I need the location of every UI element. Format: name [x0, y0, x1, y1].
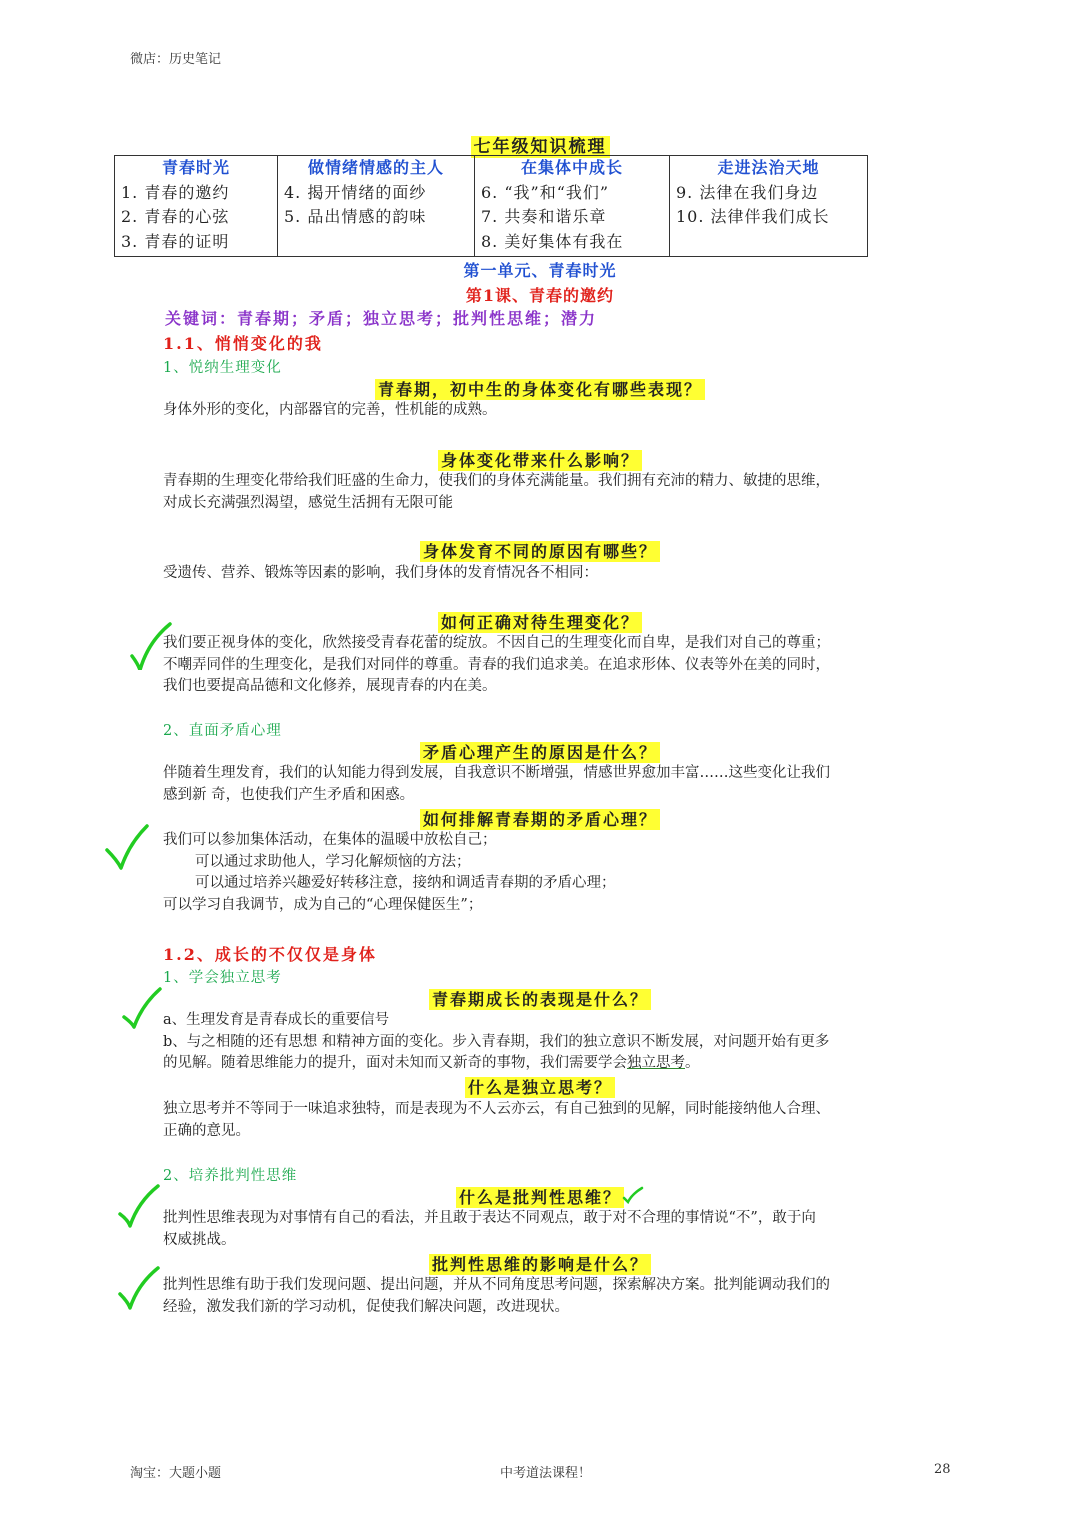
underlined-term: 独立思考 — [627, 1055, 685, 1071]
answer-line: b、与之相随的还有思想 和精神方面的变化。步入青春期，我们的独立意识不断发展，对问题开始有更多 — [163, 1033, 830, 1050]
footer-center: 中考道法课程！ — [500, 1466, 592, 1481]
answer-line: 权威挑战。 — [163, 1231, 236, 1248]
overview-col-3 — [475, 156, 670, 257]
subsection-title: 2、直面矛盾心理 — [163, 723, 282, 739]
check-mark-icon — [116, 1262, 166, 1312]
answer — [163, 763, 923, 806]
answer-line: 可以学习自我调节，成为自己的“心理保健医生”； — [163, 896, 483, 913]
overview-item: 4. 揭开情绪的面纱 — [284, 182, 427, 202]
answer-text: 。 — [685, 1055, 700, 1071]
overview-item: 1. 青春的邀约 — [121, 182, 230, 202]
overview-title-text: 七年级知识梳理 — [471, 136, 610, 158]
answer-line: 不嘲弄同伴的生理变化，是我们对同伴的尊重。青春的我们追求美。在追求形体、仪表等外在美的同时， — [163, 656, 830, 673]
overview-col-2 — [278, 156, 475, 257]
overview-item: 9. 法律在我们身边 — [676, 182, 819, 202]
question-text: 青春期成长的表现是什么？ — [429, 989, 651, 1010]
answer — [163, 471, 923, 514]
answer-line: 批判性思维有助于我们发现问题、提出问题，并从不同角度思考问题，探索解决方案。批判能调动我们的 — [163, 1277, 830, 1293]
answer — [163, 400, 923, 422]
overview-item: 5. 品出情感的韵味 — [284, 207, 427, 226]
answer-line: a、生理发育是青春成长的重要信号 — [163, 1012, 390, 1028]
answer-line: 经验，激发我们新的学习动机，促使我们解决问题，改进现状。 — [163, 1298, 569, 1315]
answer-line: 受遗传、营养、锻炼等因素的影响，我们身体的发育情况各不相同： — [163, 565, 598, 581]
answer-line: 我们要正视身体的变化，欣然接受青春花蕾的绽放。不因自己的生理变化而自卑，是我们对自己的尊重； — [163, 635, 830, 651]
answer-line: 伴随着生理发育，我们的认知能力得到发展，自我意识不断增强，情感世界愈加丰富……这些变化让我们 — [163, 765, 830, 781]
subsection-title: 1、学会独立思考 — [163, 970, 282, 986]
overview-item: 8. 美好集体有我在 — [481, 231, 624, 251]
question-text: 如何正确对待生理变化？ — [438, 612, 642, 633]
answer — [163, 1208, 923, 1251]
answer — [163, 563, 923, 585]
answer-line — [163, 1053, 923, 1075]
subsection-title: 2、培养批判性思维 — [163, 1168, 298, 1184]
subsection-title: 1、悦纳生理变化 — [163, 360, 282, 376]
question-text: 如何排解青春期的矛盾心理？ — [420, 809, 660, 830]
answer-line: 可以通过求助他人，学习化解烦恼的方法； — [195, 853, 471, 870]
overview-title — [0, 132, 1080, 157]
unit-title: 第一单元、青春时光 — [463, 261, 617, 280]
page-number: 28 — [934, 1462, 951, 1477]
section-title: 1.2、成长的不仅仅是身体 — [163, 945, 377, 964]
overview-col-head: 走进法治天地 — [717, 158, 820, 177]
answer-line: 批判性思维表现为对事情有自己的看法，并且敢于表达不同观点，敢于对不合理的事情说“不”，敢于向 — [163, 1210, 816, 1226]
overview-item: 2. 青春的心弦 — [121, 207, 230, 226]
question-text: 身体发育不同的原因有哪些？ — [420, 541, 660, 562]
answer-line: 独立思考并不等同于一味追求独特，而是表现为不人云亦云，有自己独到的见解，同时能接纳他人合理、 — [163, 1101, 830, 1117]
overview-col-head: 做情绪情感的主人 — [307, 158, 444, 177]
question-text: 身体变化带来什么影响？ — [438, 450, 642, 471]
answer-line: 感到新 奇，也使我们产生矛盾和困惑。 — [163, 786, 415, 803]
overview-item: 6. “我”和“我们” — [481, 182, 610, 202]
check-mark-icon — [103, 820, 153, 870]
answer-line: 身体外形的变化，内部器官的完善，性机能的成熟。 — [163, 402, 497, 418]
question — [0, 1075, 1080, 1098]
answer — [163, 633, 923, 698]
check-mark-icon — [116, 1180, 166, 1230]
answer-line: 青春期的生理变化带给我们旺盛的生命力，使我们的身体充满能量。我们拥有充沛的精力、敏捷的思维， — [163, 473, 830, 489]
question — [0, 740, 1080, 763]
footer-left: 淘宝：大题小题 — [130, 1466, 222, 1481]
overview-table — [114, 155, 868, 257]
question-text: 什么是独立思考？ — [465, 1077, 615, 1098]
answer — [163, 1275, 923, 1318]
overview-item: 3. 青春的证明 — [121, 231, 230, 251]
overview-item: 10. 法律伴我们成长 — [676, 207, 830, 226]
overview-col-head: 青春时光 — [161, 158, 230, 177]
check-mark-icon — [120, 985, 170, 1035]
overview-col-4 — [670, 156, 868, 257]
page-header: 微店：历史笔记 — [130, 52, 222, 67]
answer — [163, 1099, 923, 1142]
answer-line: 正确的意见。 — [163, 1122, 250, 1139]
answer-line: 可以通过培养兴趣爱好转移注意，接纳和调适青春期的矛盾心理； — [195, 875, 616, 891]
answer-text: 的见解。随着思维能力的提升，面对未知而又新奇的事物，我们需要学会 — [163, 1055, 627, 1071]
lesson-title: 第1课、青春的邀约 — [465, 286, 615, 305]
question-text: 青春期，初中生的身体变化有哪些表现？ — [375, 379, 705, 400]
check-mark-icon — [126, 620, 176, 670]
answer-line: 对成长充满强烈渴望，感觉生活拥有无限可能 — [163, 494, 453, 511]
answer-line: 我们可以参加集体活动，在集体的温暖中放松自己； — [163, 832, 497, 848]
question-text: 矛盾心理产生的原因是什么？ — [420, 742, 660, 763]
overview-item: 7. 共奏和谐乐章 — [481, 207, 607, 226]
question — [0, 377, 1080, 400]
question-text: 批判性思维的影响是什么？ — [429, 1254, 651, 1275]
question — [0, 539, 1080, 562]
answer — [163, 1010, 923, 1075]
check-mark-icon — [622, 1186, 644, 1204]
answer-line: 我们也要提高品德和文化修养，展现青春的内在美。 — [163, 678, 497, 694]
question-text: 什么是批判性思维？ — [456, 1187, 624, 1208]
answer — [163, 830, 923, 916]
keywords: 关键词：青春期；矛盾；独立思考；批判性思维；潜力 — [165, 309, 598, 328]
section-title: 1.1、悄悄变化的我 — [163, 334, 323, 353]
question — [0, 448, 1080, 471]
overview-col-head: 在集体中成长 — [520, 158, 623, 177]
question — [0, 807, 1080, 830]
overview-col-1 — [115, 156, 278, 257]
